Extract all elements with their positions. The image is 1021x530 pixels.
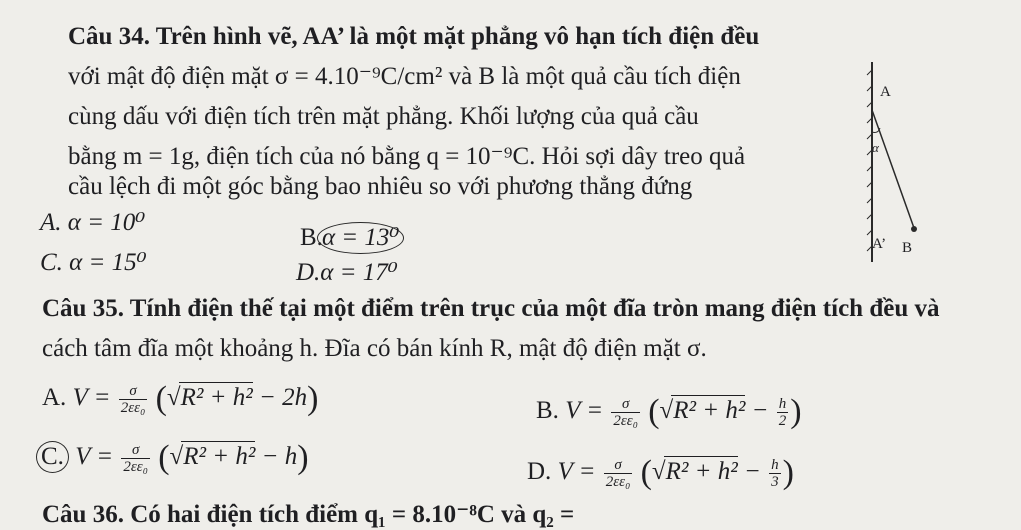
q34-line-1: Câu 34. Trên hình vẽ, AA’ là một mặt phẳng vô hạn tích điện đều [68, 23, 760, 50]
q35-line-2: cách tâm đĩa một khoảng h. Đĩa có bán kính R, mật độ điện mặt σ. [42, 335, 707, 362]
q34-line-3: cùng dấu với điện tích trên mặt phẳng. Khối lượng của quả cầu [68, 103, 699, 130]
q34-line-5: cầu lệch đi một góc bằng bao nhiêu so với phương thẳng đứng [68, 173, 693, 200]
q35-line-1: Câu 35. Tính điện thế tại một điểm trên trục của một đĩa tròn mang điện tích đều và [42, 295, 940, 322]
q34-figure [860, 62, 920, 272]
option-b-circled: α = 13⁰ [317, 222, 405, 254]
label-a-prime: A’ [872, 236, 887, 252]
q34-option-b [300, 222, 404, 254]
q36-line-1: Câu 36. Có hai điện tích điểm q₁ = 8.10⁻⁸C và q₂ = [42, 501, 575, 528]
q35-option-a: A. V = $\frac{\sigma}{\text{2εε₀}}$ (√R² + h² − 2h) [42, 380, 319, 417]
q34-option-a: A. α = 10⁰ [40, 209, 146, 236]
q34-option-c: C. α = 15⁰ [40, 249, 147, 276]
suspension-thread [872, 110, 914, 228]
q35-option-b: B. V = $\frac{\sigma}{\text{2εε₀}}$ (√R² + h² − $\frac{h}{2}$ ) [536, 393, 802, 430]
q35-option-d: D. V = $\frac{\sigma}{\text{2εε₀}}$ (√R² + h² − $\frac{h}{3}$ ) [527, 454, 794, 491]
q34-line-4: bằng m = 1g, điện tích của nó bằng q = 10⁻⁹C. Hỏi sợi dây treo quả [68, 143, 746, 170]
label-alpha: α [872, 140, 879, 155]
q34-option-d: D.α = 17⁰ [296, 259, 398, 286]
label-a: A [880, 84, 891, 100]
q34-line-2: với mật độ điện mặt σ = 4.10⁻⁹C/cm² và B là một quả cầu tích điện [68, 63, 741, 90]
q35-option-c: C. V = $\frac{\sigma}{\text{2εε₀}}$ (√R² + h² − h) [42, 441, 309, 475]
charged-sphere-b [911, 226, 917, 232]
label-b: B [902, 240, 913, 256]
option-b-letter: B. [300, 224, 323, 251]
